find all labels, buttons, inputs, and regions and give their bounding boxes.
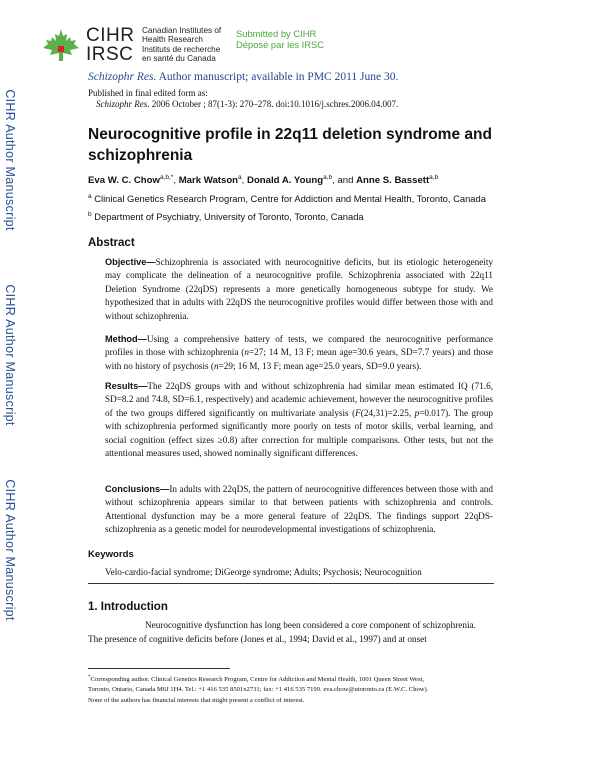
manuscript-availability[interactable]: [88, 71, 398, 83]
affiliation: $^b$ Department of Psychiatry, University of Toronto, Toronto, Canada: [88, 211, 364, 223]
abstract-conclusions: [105, 483, 493, 537]
footnote: [88, 673, 496, 706]
conclusions-label: Conclusions—: [105, 484, 170, 494]
logo-org-names: [142, 26, 221, 63]
side-watermark: CIHR Author Manuscript: [3, 479, 17, 621]
intro-line: The presence of cognitive deficits before (Jones et al., 1994; David et al., 1997) and at onset: [88, 633, 427, 644]
footnote-line: *Corresponding author. Clinical Genetics Research Program, Centre for Addiction and Mental Health, 1001 Queen Street West,: [88, 675, 425, 684]
author-list: Eva W. C. Chow$^{a,b,*}$, Mark Watson$^a$, Donald A. Young$^{a,b}$, and Anne S. Bassett$^{a,b}$: [88, 174, 439, 187]
footnote-line: Toronto, Ontario, Canada M6J 1H4. Tel.: +1 416 535 8501x2731; fax: +1 416 535 7199. eva.chow@utoronto.ca (E.W.C. Chow).: [88, 686, 429, 694]
manuscript-journal: Schizophr Res.: [88, 71, 157, 83]
keywords-heading: Keywords: [88, 549, 134, 560]
logo-acronym-fr: IRSC: [86, 44, 134, 65]
abstract-results: Results—The 22qDS groups with and without schizophrenia had similar mean estimated IQ (71.6, SD=8.2 and 74.8, SD=6.1, respectively) and academic achievement, however the neurocognitive profiles of the two groups differed significantly on multivariate analysis (F(24,31)=2.25, p=0.017). The group with schizophrenia performed significantly more poorly on tests of motor skills, verbal learning, and social cognition (effect sizes ≥0.8) after correction for multiple comparisons. Other tests, but not the attentional measures used, showed nominally significant differences.: [105, 381, 493, 459]
affiliation: $^a$ Clinical Genetics Research Program, Centre for Addiction and Mental Health, Toronto, Canada: [88, 193, 486, 205]
footnote-divider: [88, 668, 230, 669]
author-name[interactable]: Mark Watson: [178, 175, 239, 187]
results-label: Results—: [105, 381, 148, 391]
abstract-objective: [105, 256, 493, 323]
author-name[interactable]: Donald A. Young: [247, 175, 324, 187]
cihr-logo: [40, 22, 230, 68]
manuscript-availability-text: Author manuscript; available in PMC 2011 June 30.: [156, 71, 399, 83]
method-label: Method—: [105, 334, 147, 344]
introduction-text: [88, 619, 495, 646]
citation: [96, 99, 398, 109]
org-line: Canadian Institutes of: [142, 26, 222, 35]
submitted-en: Submitted by CIHR: [236, 28, 317, 39]
citation-journal: Schizophr Res.: [96, 99, 150, 109]
objective-label: Objective—: [105, 257, 156, 267]
keywords-list: Velo-cardio-facial syndrome; DiGeorge syndrome; Adults; Psychosis; Neurocognition: [105, 567, 422, 577]
maple-leaf-icon: [40, 24, 82, 64]
footnote-mark: *: [88, 675, 91, 680]
abstract-heading: Abstract: [88, 237, 135, 249]
author-name[interactable]: Anne S. Bassett: [356, 175, 430, 187]
author-name[interactable]: Eva W. C. Chow: [88, 175, 160, 187]
submitted-by: [236, 28, 324, 50]
introduction-heading: 1. Introduction: [88, 601, 168, 613]
org-line: Instituts de recherche: [142, 44, 221, 54]
org-line: Health Research: [142, 35, 203, 45]
citation-details: 2006 October ; 87(1-3): 270–278. doi:10.1016/j.schres.2006.04.007.: [149, 99, 399, 109]
author-sup: a,b: [323, 174, 333, 181]
logo-acronym-en: CIHR: [86, 25, 135, 46]
conclusions-text: In adults with 22qDS, the pattern of neurocognitive differences between those with and without schizophrenia appears similar to that between patients with schizophrenia and controls. Attentional dysfunction may be a more general feature of 22qDS. The findings support 22qDS-schizophrenia as a genetic model for neurodevelopmental investigations of schizophrenia.: [105, 484, 493, 535]
abstract-method: Method—Using a comprehensive battery of tests, we compared the neurocognitive performance profiles in those with schizophrenia (n=27; 14 M, 13 F; mean age=30.6 years, SD=7.7 years) and those with no history of psychosis (n=29; 16 M, 13 F; mean age=25.0 years, SD=9.0 years).: [105, 334, 493, 371]
objective-text: Schizophrenia is associated with neurocognitive deficits, but its etiologic heterogeneity may complicate the delineation of a neurocognitive profile. Schizophrenia associated with 22q11 Deletion Syndrome (22qDS) represents a more genetically homogeneous subtype for study. We hypothesized that in adults with 22qDS the neurocognitive profiles would differ between those with and without schizophrenia.: [105, 257, 493, 321]
author-sup: a,b: [429, 174, 439, 181]
author-conjunction: , and: [332, 175, 357, 187]
side-watermark: CIHR Author Manuscript: [3, 89, 17, 231]
org-line: en santé du Canada: [142, 53, 216, 63]
submitted-fr: Déposé par les IRSC: [236, 39, 325, 50]
side-watermark: CIHR Author Manuscript: [3, 284, 17, 426]
keywords-divider: [88, 583, 494, 584]
author-sup: a: [238, 174, 242, 181]
logo-acronyms: [86, 26, 134, 64]
published-line: Published in final edited form as:: [88, 88, 208, 98]
article-title: Neurocognitive profile in 22q11 deletion syndrome and schizophrenia: [88, 126, 492, 164]
author-sup: a,b,*: [159, 174, 174, 181]
footnote-line: None of the authors has financial interests that might present a conflict of interest.: [88, 696, 305, 704]
intro-line: Neurocognitive dysfunction has long been considered a core component of schizophrenia.: [145, 620, 476, 630]
